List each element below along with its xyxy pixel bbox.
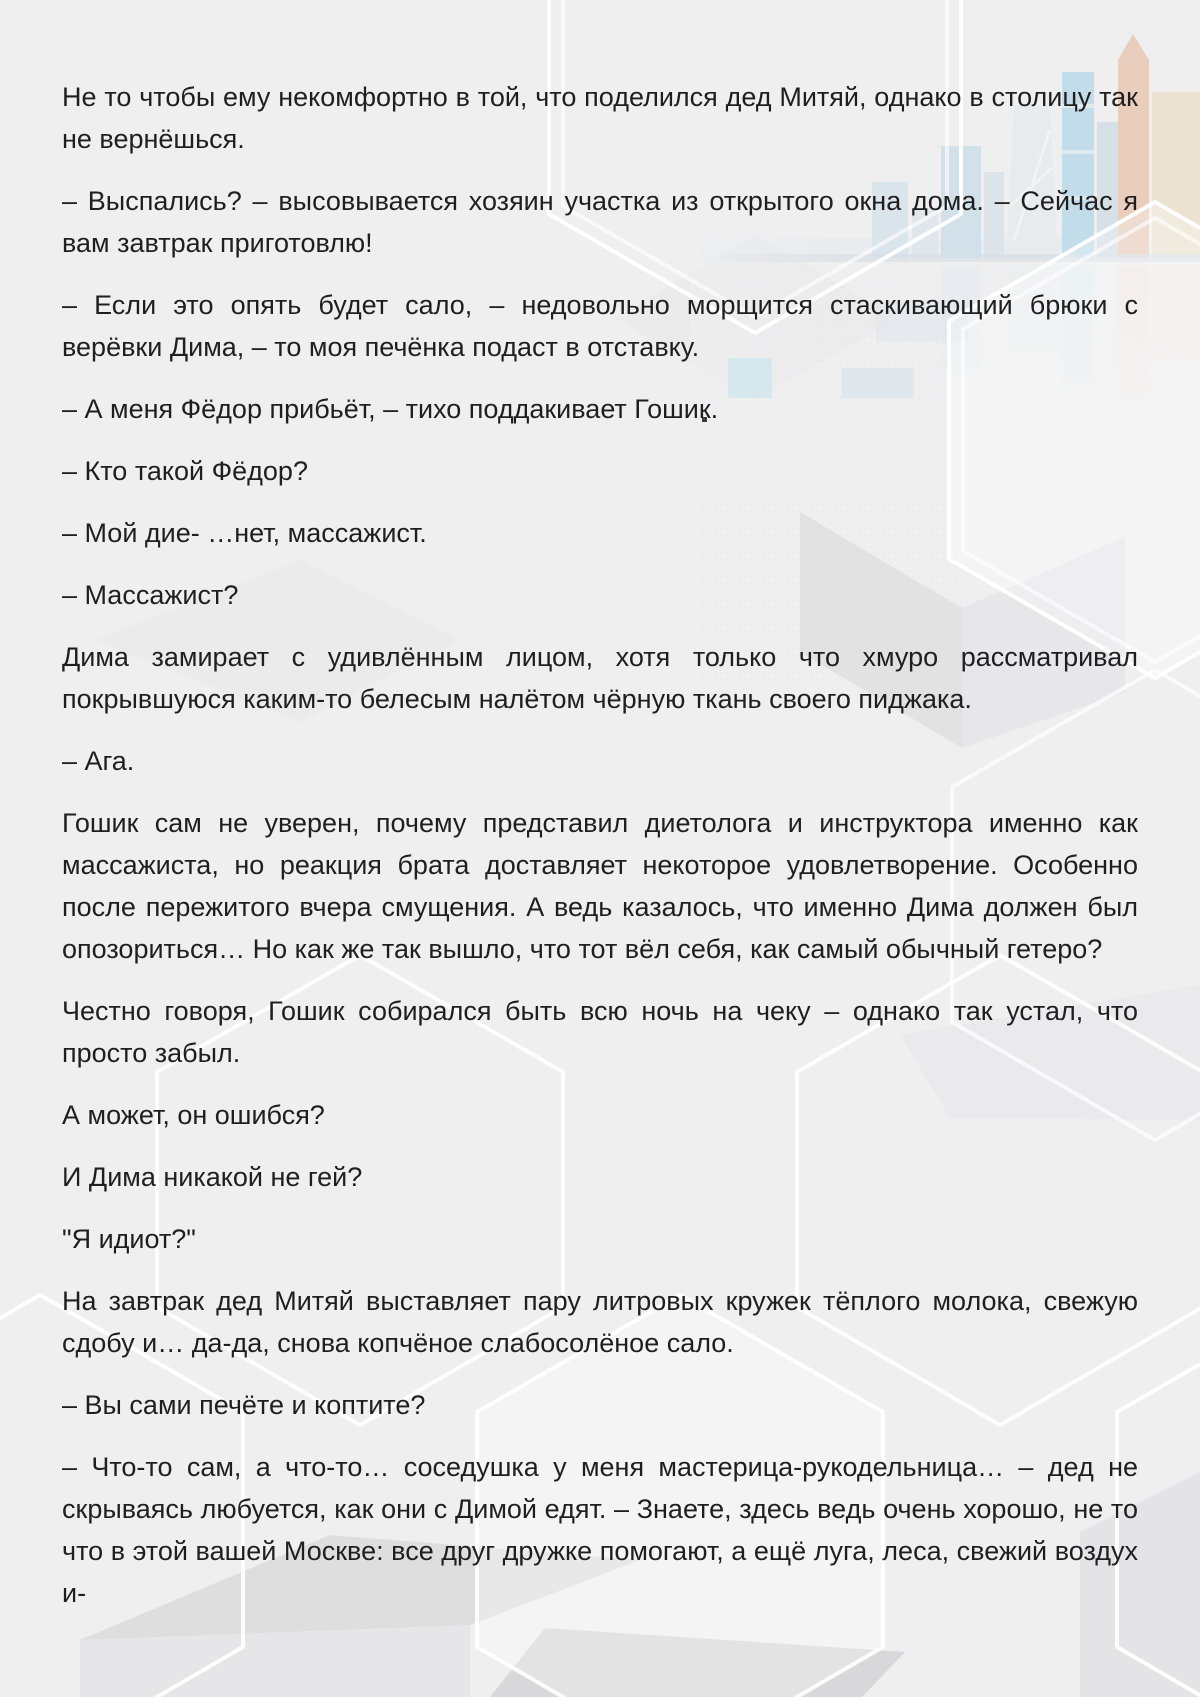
paragraph: – Что-то сам, а что-то… соседушка у меня мастерица-рукодельница… – дед не скрываясь любуется, как они с Димой едят. – Знаете, здесь ведь очень хорошо, не то что в этой вашей Москве: все друг дружке помогают, а ещё луга, леса, свежий воздух и-	[62, 1452, 1138, 1608]
paragraph: Гошик сам не уверен, почему представил диетолога и инструктора именно как массажиста, но реакция брата доставляет некоторое удовлетворение. Особенно после пережитого вчера смущения. А ведь казалось, что именно Дима должен был опозориться… Но как же так вышло, что тот вёл себя, как самый обычный гетеро?	[62, 808, 1138, 964]
paragraph: И Дима никакой не гей?	[62, 1162, 363, 1192]
paragraph: Честно говоря, Гошик собирался быть всю ночь на чеку – однако так устал, что просто забыл.	[62, 996, 1138, 1068]
paragraph: – Если это опять будет сало, – недовольно морщится стаскивающий брюки с верёвки Дима, – то моя печёнка подаст в отставку.	[62, 290, 1138, 362]
paragraph: – А меня Фёдор прибьёт, – тихо поддакивает Гошик.	[62, 394, 719, 424]
paragraph: "Я идиот?"	[62, 1224, 196, 1254]
paragraph: На завтрак дед Митяй выставляет пару литровых кружек тёплого молока, свежую сдобу и… да-да, снова копчёное слабосолёное сало.	[62, 1286, 1138, 1358]
paragraph: Не то чтобы ему некомфортно в той, что поделился дед Митяй, однако в столицу так не вернёшься.	[62, 82, 1138, 154]
paragraph: – Ага.	[62, 746, 135, 776]
paragraph: – Массажист?	[62, 580, 239, 610]
paragraph: – Вы сами печёте и коптите?	[62, 1390, 426, 1420]
paragraph: Дима замирает с удивлённым лицом, хотя только что хмуро рассматривал покрывшуюся каким-то белесым налётом чёрную ткань своего пиджака.	[62, 642, 1138, 714]
paragraph: – Мой дие- …нет, массажист.	[62, 518, 427, 548]
paragraph: – Кто такой Фёдор?	[62, 456, 308, 486]
paragraph: А может, он ошибся?	[62, 1100, 325, 1130]
paragraph: – Выспались? – высовывается хозяин участка из открытого окна дома. – Сейчас я вам завтрак приготовлю!	[62, 186, 1138, 258]
